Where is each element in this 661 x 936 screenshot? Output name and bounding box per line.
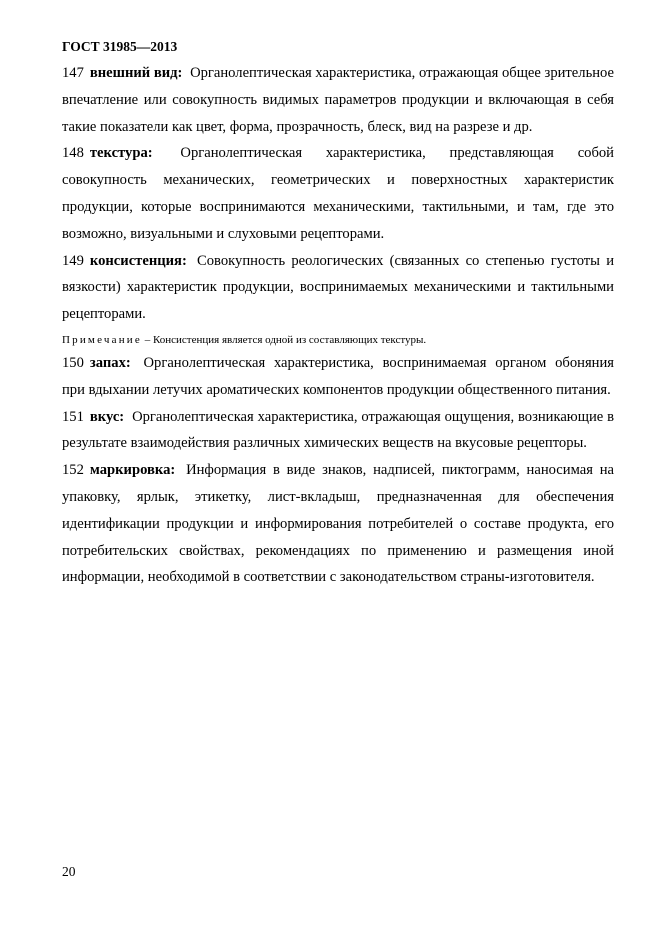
document-header: ГОСТ 31985—2013 [62, 39, 178, 54]
term-definition: Совокупность реологических (связанных со степенью густоты и вязкости) характеристик продукции, воспринимаемых механическими и тактильными рецепторами. [62, 252, 614, 323]
term-entry-147 [62, 60, 614, 140]
term-name: внешний вид: [89, 65, 183, 81]
document-body [62, 60, 614, 591]
term-definition: Органолептическая характеристика, воспринимаемая органом обоняния при вдыхании летучих ароматических компонентов продукции общественного питания. [62, 354, 614, 398]
term-name: маркировка: [89, 462, 176, 479]
term-entry-150 [62, 350, 614, 404]
term-number: 152 [62, 462, 84, 479]
term-name: текстура: [89, 145, 153, 162]
term-number: 148 [62, 145, 84, 162]
term-entry-152 [62, 457, 614, 591]
note-label: Примечание [62, 333, 142, 346]
term-definition: Органолептическая характеристика, отражающая общее зрительное впечатление или совокупность видимых параметров продукции и включающая в себя такие показатели как цвет, форма, прозрачность, блеск, вид на разрезе и др. [62, 65, 614, 135]
term-number: 151 [62, 408, 84, 425]
term-definition: Органолептическая характеристика, представляющая собой совокупность механических, геометрических и поверхностных характеристик продукции, которые воспринимаются механическими, тактильными, и там, где это возможно, визуальными и слуховыми рецепторами. [62, 145, 614, 242]
page-number: 20 [62, 864, 76, 879]
term-entry-151 [62, 404, 614, 458]
note-text: – Консистенция является одной из составляющих текстуры. [144, 333, 427, 346]
term-entry-148 [62, 140, 614, 247]
term-name: вкус: [89, 408, 125, 425]
term-number: 149 [62, 252, 84, 269]
note [62, 330, 614, 350]
term-number: 147 [62, 65, 84, 81]
term-definition: Информация в виде знаков, надписей, пиктограмм, наносимая на упаковку, ярлык, этикетку, лист-вкладыш, предназначенная для обеспечения идентификации продукции и информирования потребителей о составе продукта, его потребительских свойствах, рекомендациях по применению и размещения иной информации, необходимой в соответствии с законодательством страны-изготовителя. [62, 462, 614, 586]
term-name: запах: [89, 354, 131, 371]
term-name: консистенция: [89, 252, 187, 269]
term-definition: Органолептическая характеристика, отражающая ощущения, возникающие в результате взаимодействия различных химических веществ на вкусовые рецепторы. [62, 408, 615, 452]
term-number: 150 [62, 354, 84, 371]
term-entry-149 [62, 248, 614, 328]
